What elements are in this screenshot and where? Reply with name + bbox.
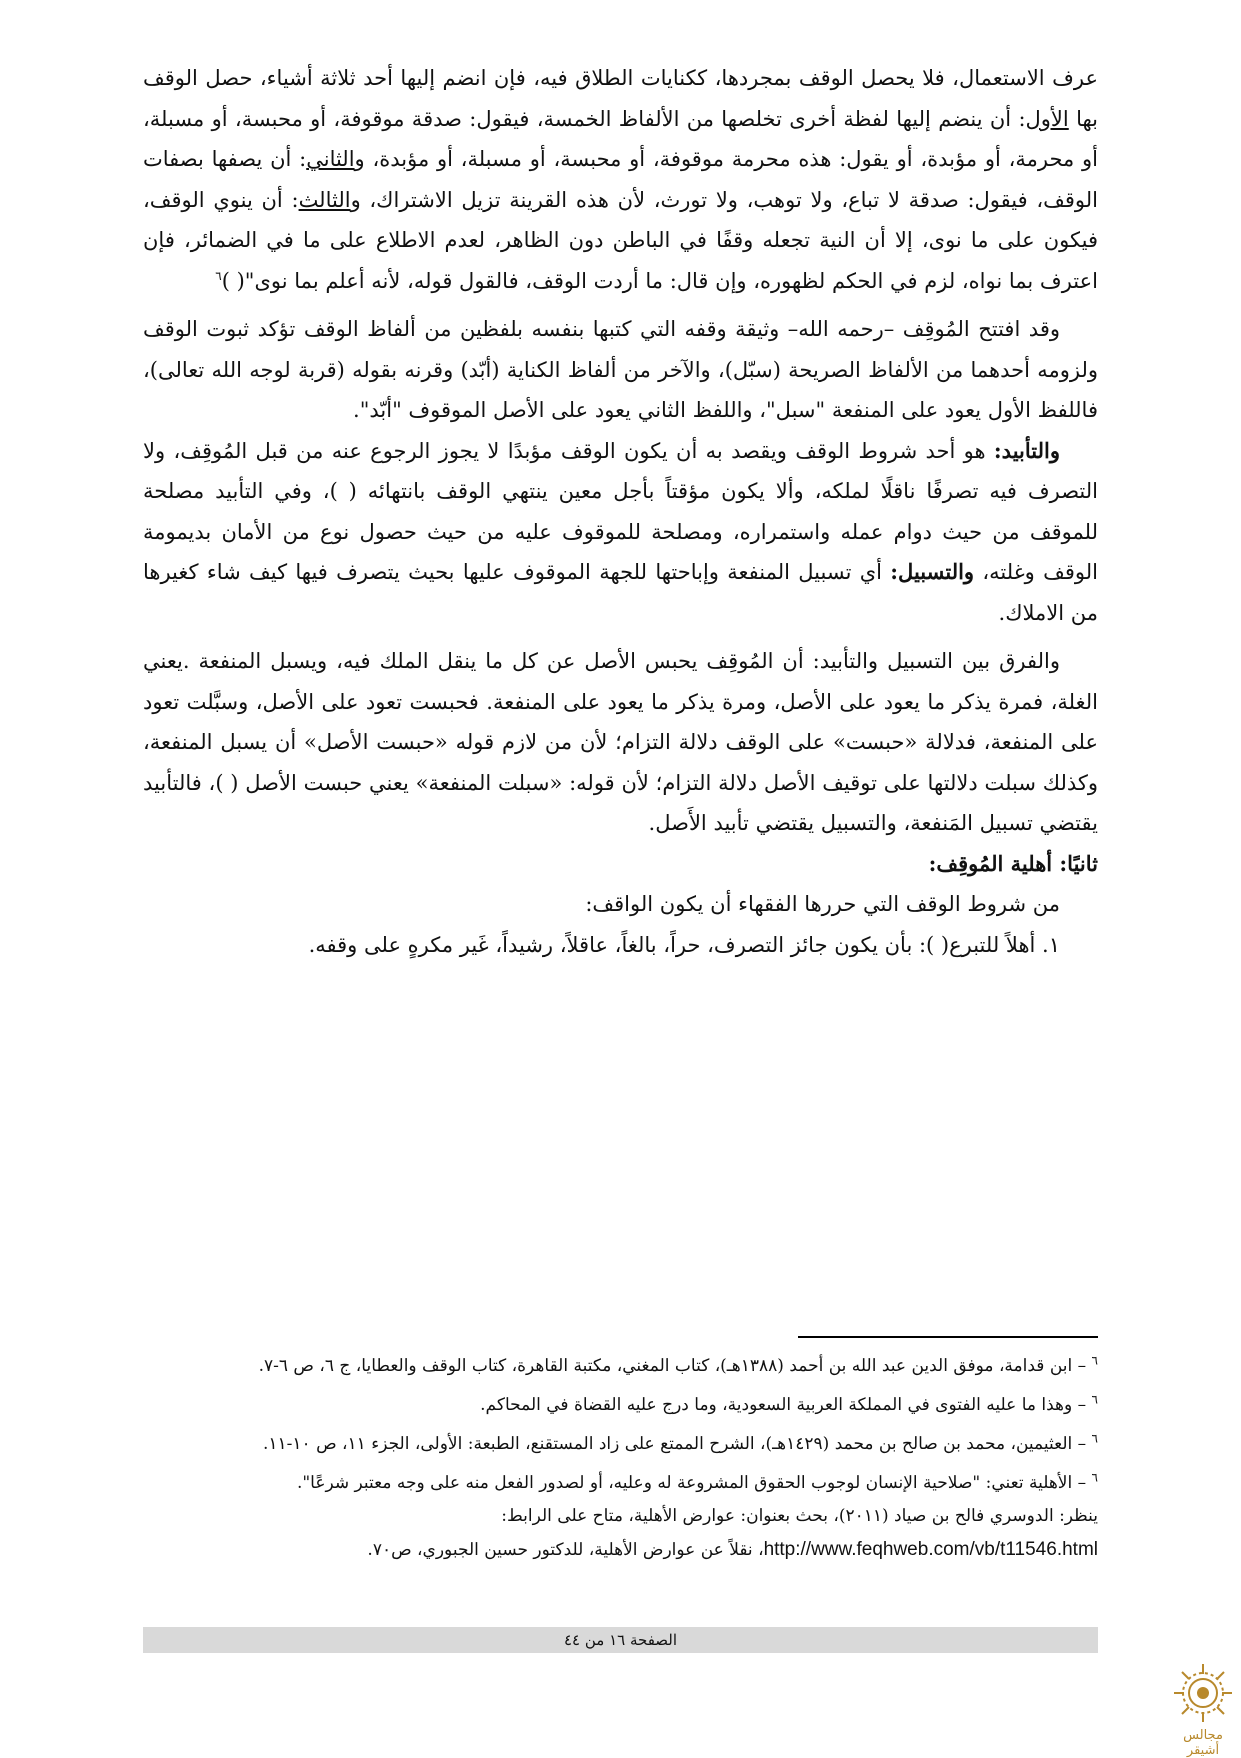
p1d-text: : أن ينوي الوقف، فيكون على ما نوى، إلا أن النية تجعله وقفًا في الباطن دون الظاهر، لعدم الاطلاع على ما في الضمائر، فإن اعترف بما نواه، لزم في الحكم لظهوره، وإن قال: ما أردت الوقف، فالقول قوله، لأنه أعلم بما نوى"( ) — [143, 187, 1098, 293]
footnote-4-source: ، نقلاً عن عوارض الأهلية، للدكتور حسين الجبوري، ص٧٠. — [367, 1540, 764, 1560]
watermark-logo — [1170, 1660, 1236, 1758]
paragraph-1 — [143, 58, 1098, 301]
footnote-1 — [143, 1350, 1098, 1383]
p1-text: عرف الاستعمال، فلا يحصل الوقف بمجردها، ككنايات الطلاق فيه، فإن انضم إليها أحد ثلاثة أشياء، حصل الوقف بها — [143, 66, 1098, 131]
p1c-text: : أن يصفها بصفات الوقف، فيقول: صدقة لا تباع، ولا توهب، ولا تورث، لأن هذه القرينة تزيل الاشتراك، و — [143, 147, 1098, 212]
source-link[interactable]: http://www.feqhweb.com/vb/t11546.html — [763, 1539, 1098, 1560]
second-label: الثاني — [306, 147, 355, 171]
footnote-marker: ٦ — [1091, 1470, 1098, 1485]
footnote-marker: ٦ — [1091, 1392, 1098, 1407]
footnote-3 — [143, 1428, 1098, 1461]
paragraph-4: والفرق بين التسبيل والتأبيد: أن المُوقِف يحبس الأصل عن كل ما ينقل الملك فيه، ويسبل المنفعة .يعني الغلة، فمرة يذكر ما يعود على الأصل، ومرة يذكر ما يعود على المنفعة. فحبست تعود على الأصل، وسبَّلت تعود على المنفعة، فدلالة «حبست» على الوقف دلالة التزام؛ لأن من لازم قوله «حبست الأصل» أن يسبل المنفعة، وكذلك سبلت دلالتها على توقيف الأصل دلالة التزام؛ لأن قوله: «سبلت المنفعة» يعني حبست الأصل ( )، فالتأبيد يقتضي تسبيل المَنفعة، والتسبيل يقتضي تأبيد الأَصل. — [143, 649, 1098, 835]
third-label: الثالث — [298, 187, 351, 212]
footnote-marker: ٦ — [1091, 1353, 1098, 1368]
footnote-2-text: – وهذا ما عليه الفتوى في المملكة العربية السعودية، وما درج عليه القضاة في المحاكم. — [480, 1395, 1087, 1415]
body-text — [143, 58, 1098, 965]
page-number-bar — [143, 1627, 1098, 1653]
logo-text: مجالس أشيقر — [1183, 1728, 1223, 1758]
p3b-text: أي تسبيل المنفعة وإباحتها للجهة الموقوف عليها بحيث يتصرف فيها كيف شاء كغيرها من الاملاك. — [143, 560, 1098, 625]
footnote-marker: ٦ — [1091, 1431, 1098, 1446]
paragraph-3 — [143, 431, 1098, 634]
p3-text: هو أحد شروط الوقف ويقصد به أن يكون الوقف مؤبدًا لا يجوز الرجوع عنه من قبل المُوقِف، ولا التصرف فيه تصرفًا ناقلًا لملكه، وألا يكون مؤقتاً بأجل معين ينتهي الوقف بانتهائه ( )، وفي التأبيد مصلحة للموقف من حيث دوام عمله واستمراره، ومصلحة للموقوف عليه من حيث حصول نوع من الأمان بديمومة الوقف وغلته، — [143, 438, 1098, 584]
footnote-4 — [143, 1467, 1098, 1500]
footnote-3-text: – العثيمين، محمد بن صالح بن محمد (١٤٢٩هـ)، الشرح الممتع على زاد المستقنع، الطبعة: الأولى، الجزء ١١، ص ١٠-١١. — [262, 1434, 1087, 1454]
logo-emblem-icon — [1170, 1660, 1236, 1726]
paragraph-5: من شروط الوقف التي حررها الفقهاء أن يكون الواقف: — [585, 892, 1060, 916]
p1b-text: : أن ينضم إليها لفظة أخرى تخلصها من الألفاظ الخمسة، فيقول: صدقة موقوفة، أو محبسة، أو مسبلة، أو محرمة، أو مؤبدة، أو يقول: هذه محرمة موقوفة، أو محبسة، أو مسبلة، أو مؤبدة، و — [143, 106, 1099, 171]
footnotes — [143, 1350, 1098, 1573]
footnote-2 — [143, 1389, 1098, 1422]
first-label: الأول — [1025, 106, 1069, 131]
list-item-1: ١. أهلاً للتبرع( ): بأن يكون جائز التصرف، حراً، بالغاً، عاقلاً، رشيداً، غَير مكرهٍ على وقفه. — [308, 932, 1060, 957]
footnote-1-text: – ابن قدامة، موفق الدين عبد الله بن أحمد (١٣٨٨هـ)، كتاب المغني، مكتبة القاهرة، كتاب الوقف والعطايا، ج ٦، ص ٦-٧. — [258, 1356, 1087, 1376]
paragraph-2: وقد افتتح المُوقِف –رحمه الله– وثيقة وقفه التي كتبها بنفسه بلفظين من ألفاظ الوقف تؤكد ثبوت الوقف ولزومه أحدهما من الألفاظ الصريحة (سبّل)، والآخر من ألفاظ الكناية (أبّد) وقرنه بقوله (قربة لوجه الله تعالى)، فاللفظ الأول يعود على المنفعة "سبل"، واللفظ الثاني يعود على الأصل الموقوف "أبّد". — [143, 317, 1098, 422]
page-number: الصفحة ١٦ من ٤٤ — [563, 1631, 678, 1649]
footnote-4-ref: ينظر: الدوسري فالح بن صياد (٢٠١١)، بحث بعنوان: عوارض الأهلية، متاح على الرابط: — [501, 1506, 1098, 1526]
section-heading: ثانيًا: أهلية المُوقِف: — [928, 850, 1098, 876]
tasbil-term: والتسبيل: — [890, 559, 975, 584]
footnote-separator — [798, 1336, 1098, 1338]
footnote-4-link — [143, 1533, 1098, 1567]
footnote-ref[interactable]: ٦ — [215, 268, 222, 283]
ta-bid-term: والتأبيد: — [993, 437, 1060, 463]
footnote-4-text: – الأهلية تعني: "صلاحية الإنسان لوجوب الحقوق المشروعة له وعليه، أو لصدور الفعل منه على وجه معتبر شرعًا". — [296, 1473, 1087, 1493]
